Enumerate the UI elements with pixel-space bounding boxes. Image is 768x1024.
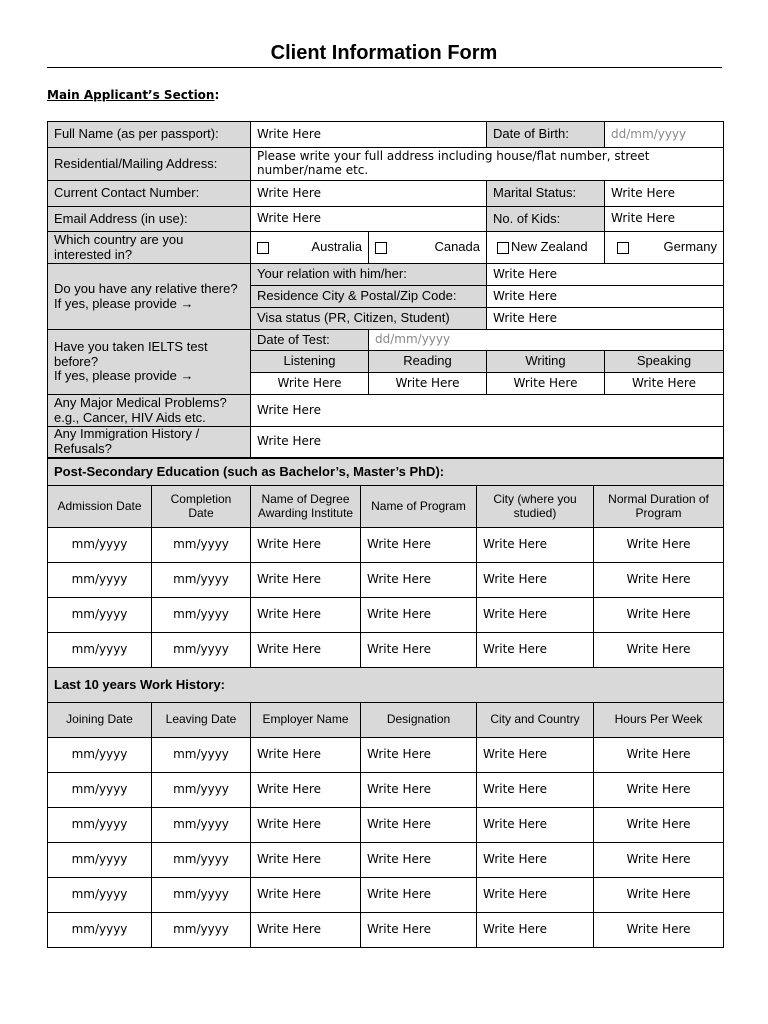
checkbox-icon[interactable] [257,242,269,254]
immigration-field[interactable]: Write Here [251,427,724,458]
education-col3-field[interactable]: Write Here [251,528,361,563]
visa-label: Visa status (PR, Citizen, Student) [251,308,487,330]
education-col4-field[interactable]: Write Here [361,633,477,668]
form-title: Client Information Form [270,42,498,64]
work-row [48,878,724,913]
immigration-label: Any Immigration History / Refusals? [48,427,251,458]
ielts-instruction: If yes, please provide → [54,368,194,384]
education-end-date-field[interactable]: mm/yyyy [152,563,251,598]
country-option-canada[interactable] [369,232,487,264]
education-col6-field[interactable]: Write Here [594,633,724,668]
full-name-field[interactable]: Write Here [251,122,487,148]
work-col5-field[interactable]: Write Here [477,738,594,773]
work-end-date-field[interactable]: mm/yyyy [152,773,251,808]
section-label-text: Main Applicant’s Section [47,88,215,102]
education-col6-field[interactable]: Write Here [594,598,724,633]
work-col5-field[interactable]: Write Here [477,878,594,913]
edu-col-institute: Name of Degree Awarding Institute [251,486,361,528]
work-col5-field[interactable]: Write Here [477,913,594,948]
full-name-label: Full Name (as per passport): [48,122,251,148]
education-col3-field[interactable]: Write Here [251,633,361,668]
edu-col-city: City (where you studied) [477,486,594,528]
marital-field[interactable]: Write Here [605,181,724,207]
checkbox-icon[interactable] [375,242,387,254]
work-col-leaving: Leaving Date [152,703,251,738]
work-col5-field[interactable]: Write Here [477,843,594,878]
work-start-date-field[interactable]: mm/yyyy [48,738,152,773]
education-start-date-field[interactable]: mm/yyyy [48,633,152,668]
education-col4-field[interactable]: Write Here [361,598,477,633]
listening-score-field[interactable]: Write Here [251,373,369,395]
work-col3-field[interactable]: Write Here [251,773,361,808]
listening-header: Listening [251,351,369,373]
education-col4-field[interactable]: Write Here [361,563,477,598]
education-heading: Post-Secondary Education (such as Bachelor’s, Master’s PhD): [48,459,724,486]
work-col6-field[interactable]: Write Here [594,808,724,843]
medical-label: Any Major Medical Problems? e.g., Cancer, HIV Aids etc. [48,395,251,427]
test-date-field[interactable]: dd/mm/yyyy [369,330,724,351]
education-row [48,563,724,598]
work-end-date-field[interactable]: mm/yyyy [152,843,251,878]
contact-label: Current Contact Number: [48,181,251,207]
speaking-score-field[interactable]: Write Here [605,373,724,395]
checkbox-icon[interactable] [617,242,629,254]
work-col5-field[interactable]: Write Here [477,773,594,808]
work-row [48,738,724,773]
writing-header: Writing [487,351,605,373]
education-row [48,528,724,563]
kids-label: No. of Kids: [487,207,605,232]
edu-col-program: Name of Program [361,486,477,528]
work-heading: Last 10 years Work History: [48,668,724,703]
address-label: Residential/Mailing Address: [48,148,251,181]
visa-field[interactable]: Write Here [487,308,724,330]
country-label: Which country are you interested in? [48,232,251,264]
country-option-new-zealand[interactable] [487,232,605,264]
writing-score-field[interactable]: Write Here [487,373,605,395]
work-col4-field[interactable]: Write Here [361,843,477,878]
country-option-australia[interactable] [251,232,369,264]
work-col-employer: Employer Name [251,703,361,738]
education-col4-field[interactable]: Write Here [361,528,477,563]
work-row [48,843,724,878]
history-table [47,458,724,948]
work-col-hours: Hours Per Week [594,703,724,738]
title-divider [47,67,722,68]
work-col3-field[interactable]: Write Here [251,913,361,948]
relative-label: Do you have any relative there? If yes, please provide → [48,264,251,330]
dob-label: Date of Birth: [487,122,605,148]
marital-label: Marital Status: [487,181,605,207]
section-label-colon: : [214,88,220,102]
edu-col-completion: Completion Date [152,486,251,528]
country-option-germany[interactable] [605,232,724,264]
work-rows [48,738,724,948]
checkbox-icon[interactable] [497,242,509,254]
education-start-date-field[interactable]: mm/yyyy [48,528,152,563]
work-start-date-field[interactable]: mm/yyyy [48,878,152,913]
education-row [48,633,724,668]
medical-field[interactable]: Write Here [251,395,724,427]
country-label-germany: Germany [663,239,717,255]
reading-header: Reading [369,351,487,373]
country-label-australia: Australia [311,239,362,255]
relation-label: Your relation with him/her: [251,264,487,286]
work-start-date-field[interactable]: mm/yyyy [48,808,152,843]
contact-field[interactable]: Write Here [251,181,487,207]
education-end-date-field[interactable]: mm/yyyy [152,528,251,563]
work-end-date-field[interactable]: mm/yyyy [152,878,251,913]
education-col6-field[interactable]: Write Here [594,563,724,598]
speaking-header: Speaking [605,351,724,373]
work-col4-field[interactable]: Write Here [361,913,477,948]
work-col-city: City and Country [477,703,594,738]
education-end-date-field[interactable]: mm/yyyy [152,633,251,668]
education-col5-field[interactable]: Write Here [477,633,594,668]
work-start-date-field[interactable]: mm/yyyy [48,913,152,948]
edu-col-admission: Admission Date [48,486,152,528]
residence-label: Residence City & Postal/Zip Code: [251,286,487,308]
work-start-date-field[interactable]: mm/yyyy [48,773,152,808]
work-col5-field[interactable]: Write Here [477,808,594,843]
education-col3-field[interactable]: Write Here [251,598,361,633]
work-col6-field[interactable]: Write Here [594,878,724,913]
work-row [48,808,724,843]
work-col4-field[interactable]: Write Here [361,878,477,913]
address-field[interactable]: Please write your full address including house/flat number, street number/name etc. [251,148,724,181]
personal-info-table [47,121,724,458]
work-row [48,913,724,948]
work-end-date-field[interactable]: mm/yyyy [152,808,251,843]
education-col3-field[interactable]: Write Here [251,563,361,598]
education-col6-field[interactable]: Write Here [594,528,724,563]
work-col3-field[interactable]: Write Here [251,843,361,878]
education-start-date-field[interactable]: mm/yyyy [48,598,152,633]
work-col6-field[interactable]: Write Here [594,913,724,948]
education-col5-field[interactable]: Write Here [477,598,594,633]
work-end-date-field[interactable]: mm/yyyy [152,738,251,773]
education-row [48,598,724,633]
work-start-date-field[interactable]: mm/yyyy [48,843,152,878]
work-col3-field[interactable]: Write Here [251,878,361,913]
work-col-designation: Designation [361,703,477,738]
reading-score-field[interactable]: Write Here [369,373,487,395]
country-label-canada: Canada [434,239,480,255]
dob-field[interactable]: dd/mm/yyyy [605,122,724,148]
work-col6-field[interactable]: Write Here [594,773,724,808]
kids-field[interactable]: Write Here [605,207,724,232]
work-end-date-field[interactable]: mm/yyyy [152,913,251,948]
work-row [48,773,724,808]
education-end-date-field[interactable]: mm/yyyy [152,598,251,633]
ielts-label [48,330,251,395]
work-col4-field[interactable]: Write Here [361,738,477,773]
relation-field[interactable]: Write Here [487,264,724,286]
edu-col-duration: Normal Duration of Program [594,486,724,528]
work-col6-field[interactable]: Write Here [594,843,724,878]
work-col4-field[interactable]: Write Here [361,808,477,843]
section-label [47,88,219,102]
test-date-label: Date of Test: [251,330,369,351]
education-start-date-field[interactable]: mm/yyyy [48,563,152,598]
education-col5-field[interactable]: Write Here [477,528,594,563]
work-col3-field[interactable]: Write Here [251,808,361,843]
work-col-joining: Joining Date [48,703,152,738]
education-rows [48,528,724,668]
work-col3-field[interactable]: Write Here [251,738,361,773]
email-label: Email Address (in use): [48,207,251,232]
residence-field[interactable]: Write Here [487,286,724,308]
education-col5-field[interactable]: Write Here [477,563,594,598]
ielts-question: Have you taken IELTS test before? [54,338,208,369]
email-field[interactable]: Write Here [251,207,487,232]
country-label-new-zealand: New Zealand [511,239,588,255]
work-col4-field[interactable]: Write Here [361,773,477,808]
work-col6-field[interactable]: Write Here [594,738,724,773]
